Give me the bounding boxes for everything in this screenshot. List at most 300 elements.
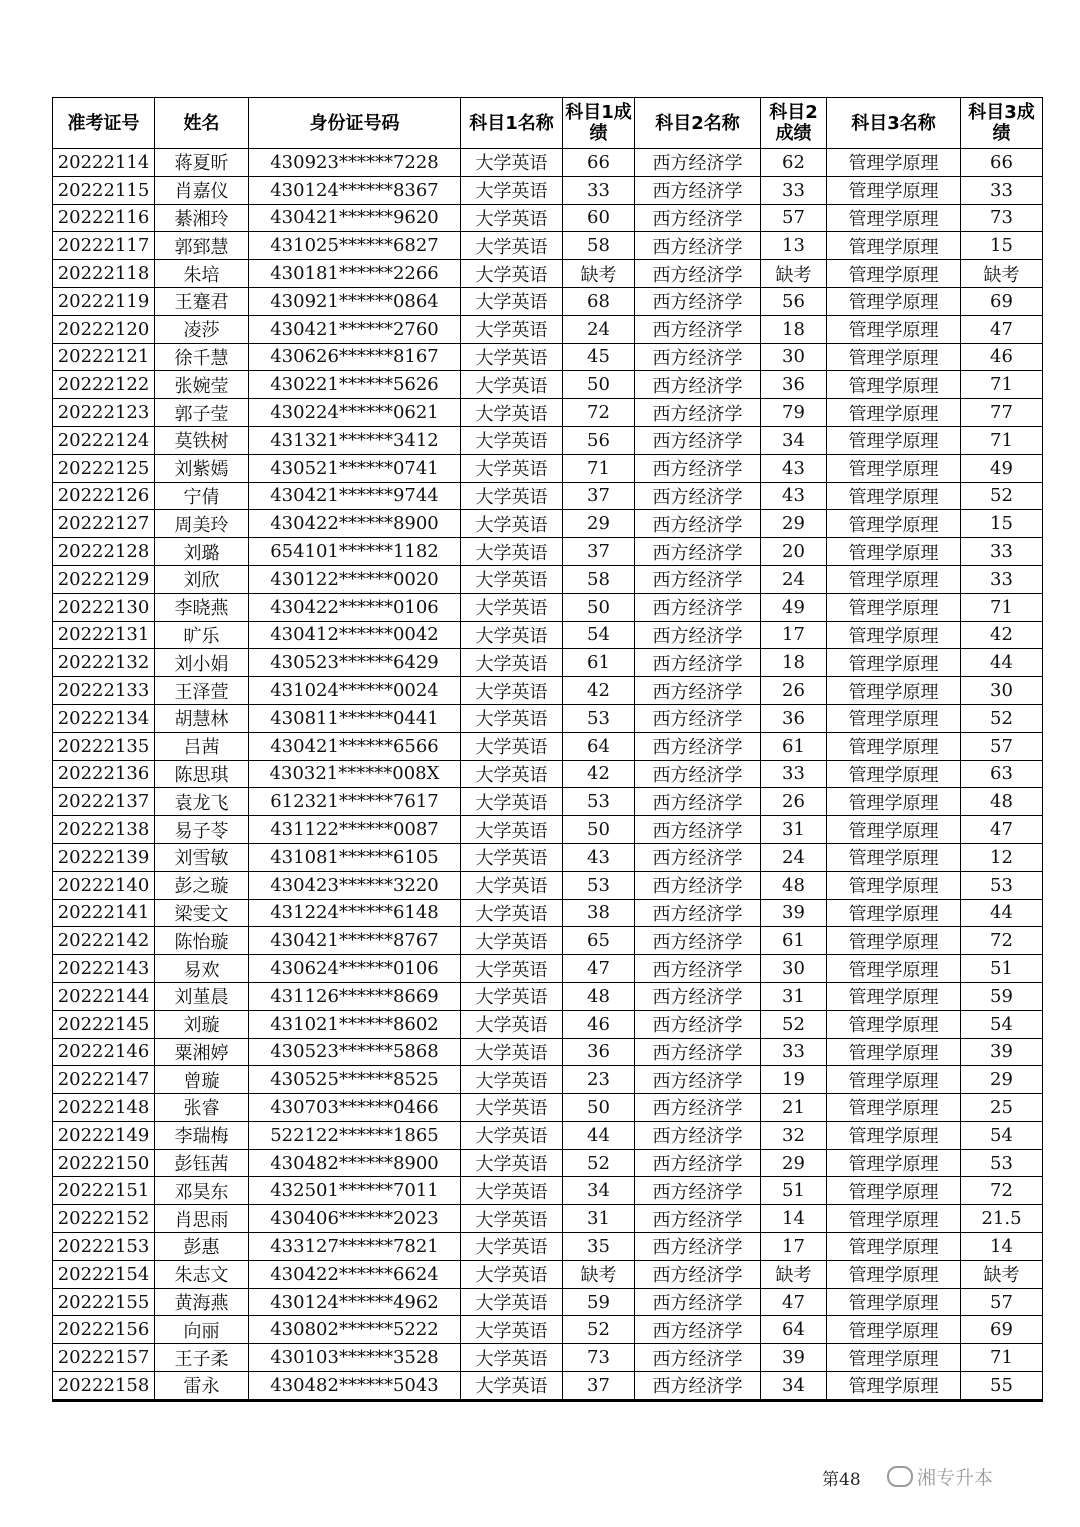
subject1-name-cell: 大学英语 <box>461 482 563 510</box>
name-cell: 袁龙飞 <box>155 788 249 816</box>
subject1-score-cell: 45 <box>563 343 635 371</box>
exam-id-cell: 20222156 <box>53 1316 155 1344</box>
table-row <box>53 482 1043 510</box>
name-cell: 刘雪敏 <box>155 843 249 871</box>
subject2-score-cell: 52 <box>761 1010 827 1038</box>
exam-id-cell: 20222127 <box>53 510 155 538</box>
subject2-name-cell: 西方经济学 <box>635 371 761 399</box>
table-row <box>53 1149 1043 1177</box>
subject2-name-cell: 西方经济学 <box>635 1066 761 1094</box>
subject3-score-cell: 53 <box>961 1149 1043 1177</box>
table-row <box>53 1038 1043 1066</box>
subject1-score-cell: 52 <box>563 1316 635 1344</box>
subject1-name-cell: 大学英语 <box>461 788 563 816</box>
subject2-name-cell: 西方经济学 <box>635 538 761 566</box>
subject2-score-cell: 61 <box>761 732 827 760</box>
subject3-name-cell: 管理学原理 <box>827 1316 961 1344</box>
subject2-name-cell: 西方经济学 <box>635 760 761 788</box>
id-number-cell: 654101******1182 <box>249 538 461 566</box>
id-number-cell: 431122******0087 <box>249 816 461 844</box>
subject3-score-cell: 48 <box>961 788 1043 816</box>
subject2-score-cell: 24 <box>761 843 827 871</box>
subject2-score-cell: 17 <box>761 621 827 649</box>
header-subject2-score: 科目2成绩 <box>761 98 827 149</box>
subject3-name-cell: 管理学原理 <box>827 704 961 732</box>
subject2-score-cell: 缺考 <box>761 1260 827 1288</box>
id-number-cell: 430802******5222 <box>249 1316 461 1344</box>
subject1-name-cell: 大学英语 <box>461 426 563 454</box>
subject2-name-cell: 西方经济学 <box>635 1233 761 1261</box>
subject1-name-cell: 大学英语 <box>461 1066 563 1094</box>
subject1-score-cell: 58 <box>563 232 635 260</box>
exam-id-cell: 20222153 <box>53 1233 155 1261</box>
id-number-cell: 430124******8367 <box>249 176 461 204</box>
subject3-name-cell: 管理学原理 <box>827 232 961 260</box>
name-cell: 郭子莹 <box>155 399 249 427</box>
name-cell: 刘堇晨 <box>155 982 249 1010</box>
exam-id-cell: 20222143 <box>53 955 155 983</box>
watermark <box>887 1463 993 1490</box>
subject2-name-cell: 西方经济学 <box>635 955 761 983</box>
table-row <box>53 1344 1043 1372</box>
subject3-name-cell: 管理学原理 <box>827 1010 961 1038</box>
subject2-score-cell: 39 <box>761 1344 827 1372</box>
subject1-name-cell: 大学英语 <box>461 593 563 621</box>
subject3-name-cell: 管理学原理 <box>827 816 961 844</box>
header-exam-id: 准考证号 <box>53 98 155 149</box>
subject2-name-cell: 西方经济学 <box>635 593 761 621</box>
subject3-name-cell: 管理学原理 <box>827 1233 961 1261</box>
subject2-score-cell: 36 <box>761 704 827 732</box>
name-cell: 黄海燕 <box>155 1288 249 1316</box>
subject3-name-cell: 管理学原理 <box>827 955 961 983</box>
exam-id-cell: 20222129 <box>53 565 155 593</box>
subject3-score-cell: 44 <box>961 649 1043 677</box>
subject3-score-cell: 63 <box>961 760 1043 788</box>
subject3-name-cell: 管理学原理 <box>827 260 961 288</box>
subject1-score-cell: 50 <box>563 593 635 621</box>
id-number-cell: 430422******6624 <box>249 1260 461 1288</box>
subject2-score-cell: 39 <box>761 899 827 927</box>
subject2-score-cell: 30 <box>761 343 827 371</box>
subject3-name-cell: 管理学原理 <box>827 371 961 399</box>
name-cell: 胡慧林 <box>155 704 249 732</box>
table-row <box>53 1316 1043 1344</box>
subject1-name-cell: 大学英语 <box>461 816 563 844</box>
name-cell: 吕茜 <box>155 732 249 760</box>
subject3-score-cell: 25 <box>961 1094 1043 1122</box>
subject3-score-cell: 71 <box>961 1344 1043 1372</box>
id-number-cell: 430923******7228 <box>249 149 461 177</box>
score-table <box>52 97 1043 1402</box>
subject3-name-cell: 管理学原理 <box>827 1066 961 1094</box>
subject1-name-cell: 大学英语 <box>461 260 563 288</box>
name-cell: 彭之璇 <box>155 871 249 899</box>
subject2-score-cell: 32 <box>761 1121 827 1149</box>
subject3-score-cell: 33 <box>961 565 1043 593</box>
id-number-cell: 430703******0466 <box>249 1094 461 1122</box>
id-number-cell: 430406******2023 <box>249 1205 461 1233</box>
subject2-name-cell: 西方经济学 <box>635 1316 761 1344</box>
subject3-name-cell: 管理学原理 <box>827 482 961 510</box>
id-number-cell: 430421******9620 <box>249 204 461 232</box>
subject3-name-cell: 管理学原理 <box>827 843 961 871</box>
wechat-icon <box>887 1466 913 1487</box>
subject3-name-cell: 管理学原理 <box>827 204 961 232</box>
name-cell: 彭惠 <box>155 1233 249 1261</box>
name-cell: 凌莎 <box>155 315 249 343</box>
id-number-cell: 430422******0106 <box>249 593 461 621</box>
subject3-score-cell: 69 <box>961 287 1043 315</box>
subject2-score-cell: 49 <box>761 593 827 621</box>
exam-id-cell: 20222114 <box>53 149 155 177</box>
subject3-name-cell: 管理学原理 <box>827 287 961 315</box>
id-number-cell: 431025******6827 <box>249 232 461 260</box>
subject1-name-cell: 大学英语 <box>461 899 563 927</box>
name-cell: 莫铁树 <box>155 426 249 454</box>
subject3-score-cell: 33 <box>961 176 1043 204</box>
subject2-name-cell: 西方经济学 <box>635 204 761 232</box>
exam-id-cell: 20222152 <box>53 1205 155 1233</box>
id-number-cell: 430412******0042 <box>249 621 461 649</box>
id-number-cell: 430422******8900 <box>249 510 461 538</box>
score-sheet <box>52 97 1042 1402</box>
subject3-score-cell: 54 <box>961 1121 1043 1149</box>
exam-id-cell: 20222135 <box>53 732 155 760</box>
table-row <box>53 899 1043 927</box>
subject3-name-cell: 管理学原理 <box>827 426 961 454</box>
name-cell: 陈怡璇 <box>155 927 249 955</box>
table-row <box>53 732 1043 760</box>
subject2-score-cell: 26 <box>761 788 827 816</box>
id-number-cell: 431126******8669 <box>249 982 461 1010</box>
subject2-score-cell: 13 <box>761 232 827 260</box>
name-cell: 肖嘉仪 <box>155 176 249 204</box>
subject3-score-cell: 53 <box>961 871 1043 899</box>
table-row <box>53 1372 1043 1401</box>
subject1-name-cell: 大学英语 <box>461 1372 563 1401</box>
name-cell: 蒋夏昕 <box>155 149 249 177</box>
id-number-cell: 430482******5043 <box>249 1372 461 1401</box>
name-cell: 易欢 <box>155 955 249 983</box>
subject3-score-cell: 72 <box>961 927 1043 955</box>
subject2-name-cell: 西方经济学 <box>635 1149 761 1177</box>
subject2-score-cell: 20 <box>761 538 827 566</box>
subject2-score-cell: 61 <box>761 927 827 955</box>
subject1-score-cell: 53 <box>563 788 635 816</box>
table-row <box>53 565 1043 593</box>
id-number-cell: 431021******8602 <box>249 1010 461 1038</box>
subject2-name-cell: 西方经济学 <box>635 843 761 871</box>
subject2-name-cell: 西方经济学 <box>635 1205 761 1233</box>
table-row <box>53 788 1043 816</box>
exam-id-cell: 20222138 <box>53 816 155 844</box>
subject1-name-cell: 大学英语 <box>461 1149 563 1177</box>
table-row <box>53 232 1043 260</box>
subject1-name-cell: 大学英语 <box>461 1260 563 1288</box>
subject2-name-cell: 西方经济学 <box>635 927 761 955</box>
table-row <box>53 955 1043 983</box>
id-number-cell: 430321******008X <box>249 760 461 788</box>
subject2-name-cell: 西方经济学 <box>635 565 761 593</box>
subject3-name-cell: 管理学原理 <box>827 899 961 927</box>
subject1-score-cell: 59 <box>563 1288 635 1316</box>
subject1-score-cell: 50 <box>563 1094 635 1122</box>
subject2-score-cell: 18 <box>761 315 827 343</box>
name-cell: 梁雯文 <box>155 899 249 927</box>
name-cell: 刘紫嫣 <box>155 454 249 482</box>
name-cell: 郭郅慧 <box>155 232 249 260</box>
subject1-name-cell: 大学英语 <box>461 287 563 315</box>
header-subject3-score: 科目3成绩 <box>961 98 1043 149</box>
subject3-score-cell: 29 <box>961 1066 1043 1094</box>
subject1-score-cell: 58 <box>563 565 635 593</box>
subject1-score-cell: 66 <box>563 149 635 177</box>
subject1-score-cell: 48 <box>563 982 635 1010</box>
name-cell: 王蹇君 <box>155 287 249 315</box>
header-id-number: 身份证号码 <box>249 98 461 149</box>
subject2-score-cell: 34 <box>761 426 827 454</box>
exam-id-cell: 20222125 <box>53 454 155 482</box>
subject1-score-cell: 47 <box>563 955 635 983</box>
watermark-text: 湘专升本 <box>917 1467 994 1489</box>
subject1-score-cell: 37 <box>563 1372 635 1401</box>
subject1-name-cell: 大学英语 <box>461 1010 563 1038</box>
subject2-name-cell: 西方经济学 <box>635 1288 761 1316</box>
name-cell: 朱培 <box>155 260 249 288</box>
id-number-cell: 430626******8167 <box>249 343 461 371</box>
subject3-name-cell: 管理学原理 <box>827 621 961 649</box>
subject3-score-cell: 69 <box>961 1316 1043 1344</box>
subject2-score-cell: 36 <box>761 371 827 399</box>
subject3-score-cell: 51 <box>961 955 1043 983</box>
subject2-name-cell: 西方经济学 <box>635 1177 761 1205</box>
subject2-score-cell: 43 <box>761 482 827 510</box>
table-row <box>53 426 1043 454</box>
subject3-name-cell: 管理学原理 <box>827 1121 961 1149</box>
subject1-score-cell: 52 <box>563 1149 635 1177</box>
subject1-name-cell: 大学英语 <box>461 1344 563 1372</box>
subject3-score-cell: 73 <box>961 204 1043 232</box>
table-row <box>53 1205 1043 1233</box>
name-cell: 刘欣 <box>155 565 249 593</box>
name-cell: 刘小娟 <box>155 649 249 677</box>
id-number-cell: 431024******0024 <box>249 677 461 705</box>
subject3-score-cell: 54 <box>961 1010 1043 1038</box>
exam-id-cell: 20222128 <box>53 538 155 566</box>
subject2-name-cell: 西方经济学 <box>635 343 761 371</box>
subject2-name-cell: 西方经济学 <box>635 1121 761 1149</box>
subject1-name-cell: 大学英语 <box>461 510 563 538</box>
header-subject2-name: 科目2名称 <box>635 98 761 149</box>
subject3-score-cell: 39 <box>961 1038 1043 1066</box>
id-number-cell: 430921******0864 <box>249 287 461 315</box>
table-row <box>53 1233 1043 1261</box>
subject2-name-cell: 西方经济学 <box>635 816 761 844</box>
subject3-name-cell: 管理学原理 <box>827 732 961 760</box>
table-row <box>53 1288 1043 1316</box>
table-row <box>53 1177 1043 1205</box>
subject3-name-cell: 管理学原理 <box>827 1288 961 1316</box>
subject2-name-cell: 西方经济学 <box>635 982 761 1010</box>
id-number-cell: 430221******5626 <box>249 371 461 399</box>
subject3-score-cell: 72 <box>961 1177 1043 1205</box>
subject3-name-cell: 管理学原理 <box>827 454 961 482</box>
subject1-score-cell: 37 <box>563 538 635 566</box>
subject2-score-cell: 24 <box>761 565 827 593</box>
id-number-cell: 431224******6148 <box>249 899 461 927</box>
subject3-name-cell: 管理学原理 <box>827 982 961 1010</box>
subject3-score-cell: 49 <box>961 454 1043 482</box>
table-row <box>53 399 1043 427</box>
table-row <box>53 260 1043 288</box>
subject3-name-cell: 管理学原理 <box>827 871 961 899</box>
subject3-score-cell: 52 <box>961 482 1043 510</box>
subject1-name-cell: 大学英语 <box>461 1038 563 1066</box>
subject3-score-cell: 15 <box>961 510 1043 538</box>
subject2-name-cell: 西方经济学 <box>635 1094 761 1122</box>
subject1-name-cell: 大学英语 <box>461 149 563 177</box>
name-cell: 张睿 <box>155 1094 249 1122</box>
subject1-score-cell: 36 <box>563 1038 635 1066</box>
exam-id-cell: 20222139 <box>53 843 155 871</box>
id-number-cell: 612321******7617 <box>249 788 461 816</box>
name-cell: 易子苓 <box>155 816 249 844</box>
subject2-score-cell: 14 <box>761 1205 827 1233</box>
subject3-name-cell: 管理学原理 <box>827 649 961 677</box>
exam-id-cell: 20222142 <box>53 927 155 955</box>
name-cell: 邓昊东 <box>155 1177 249 1205</box>
table-row <box>53 315 1043 343</box>
exam-id-cell: 20222145 <box>53 1010 155 1038</box>
subject1-name-cell: 大学英语 <box>461 621 563 649</box>
subject2-score-cell: 缺考 <box>761 260 827 288</box>
exam-id-cell: 20222140 <box>53 871 155 899</box>
subject1-name-cell: 大学英语 <box>461 1177 563 1205</box>
header-subject1-name: 科目1名称 <box>461 98 563 149</box>
subject2-score-cell: 33 <box>761 176 827 204</box>
exam-id-cell: 20222116 <box>53 204 155 232</box>
subject3-score-cell: 59 <box>961 982 1043 1010</box>
subject3-name-cell: 管理学原理 <box>827 315 961 343</box>
subject3-name-cell: 管理学原理 <box>827 149 961 177</box>
subject1-name-cell: 大学英语 <box>461 843 563 871</box>
subject3-name-cell: 管理学原理 <box>827 176 961 204</box>
table-row <box>53 760 1043 788</box>
subject2-name-cell: 西方经济学 <box>635 1038 761 1066</box>
table-row <box>53 1121 1043 1149</box>
subject2-score-cell: 29 <box>761 1149 827 1177</box>
subject3-score-cell: 15 <box>961 232 1043 260</box>
subject1-name-cell: 大学英语 <box>461 1094 563 1122</box>
subject1-score-cell: 53 <box>563 704 635 732</box>
subject2-name-cell: 西方经济学 <box>635 232 761 260</box>
id-number-cell: 430525******8525 <box>249 1066 461 1094</box>
id-number-cell: 430181******2266 <box>249 260 461 288</box>
subject1-name-cell: 大学英语 <box>461 315 563 343</box>
exam-id-cell: 20222144 <box>53 982 155 1010</box>
exam-id-cell: 20222149 <box>53 1121 155 1149</box>
subject3-score-cell: 71 <box>961 593 1043 621</box>
subject1-score-cell: 44 <box>563 1121 635 1149</box>
table-body <box>53 149 1043 1401</box>
id-number-cell: 430122******0020 <box>249 565 461 593</box>
subject2-score-cell: 48 <box>761 871 827 899</box>
exam-id-cell: 20222117 <box>53 232 155 260</box>
subject3-score-cell: 46 <box>961 343 1043 371</box>
subject3-score-cell: 47 <box>961 816 1043 844</box>
name-cell: 雷永 <box>155 1372 249 1401</box>
exam-id-cell: 20222131 <box>53 621 155 649</box>
subject3-score-cell: 12 <box>961 843 1043 871</box>
id-number-cell: 430521******0741 <box>249 454 461 482</box>
subject1-score-cell: 72 <box>563 399 635 427</box>
page-number: 第48 <box>822 1470 861 1490</box>
name-cell: 宁倩 <box>155 482 249 510</box>
subject2-name-cell: 西方经济学 <box>635 899 761 927</box>
subject2-name-cell: 西方经济学 <box>635 482 761 510</box>
subject2-name-cell: 西方经济学 <box>635 621 761 649</box>
table-row <box>53 538 1043 566</box>
subject3-name-cell: 管理学原理 <box>827 1260 961 1288</box>
name-cell: 陈思琪 <box>155 760 249 788</box>
name-cell: 綦湘玲 <box>155 204 249 232</box>
subject2-score-cell: 79 <box>761 399 827 427</box>
subject3-score-cell: 57 <box>961 732 1043 760</box>
table-row <box>53 677 1043 705</box>
subject2-score-cell: 33 <box>761 1038 827 1066</box>
subject1-score-cell: 73 <box>563 1344 635 1372</box>
subject2-score-cell: 47 <box>761 1288 827 1316</box>
table-row <box>53 343 1043 371</box>
exam-id-cell: 20222124 <box>53 426 155 454</box>
subject1-score-cell: 46 <box>563 1010 635 1038</box>
subject1-name-cell: 大学英语 <box>461 1233 563 1261</box>
subject3-score-cell: 14 <box>961 1233 1043 1261</box>
subject2-score-cell: 30 <box>761 955 827 983</box>
subject1-name-cell: 大学英语 <box>461 677 563 705</box>
id-number-cell: 522122******1865 <box>249 1121 461 1149</box>
subject3-name-cell: 管理学原理 <box>827 1372 961 1401</box>
subject2-score-cell: 17 <box>761 1233 827 1261</box>
subject1-score-cell: 43 <box>563 843 635 871</box>
exam-id-cell: 20222150 <box>53 1149 155 1177</box>
id-number-cell: 430421******8767 <box>249 927 461 955</box>
subject3-name-cell: 管理学原理 <box>827 565 961 593</box>
id-number-cell: 430482******8900 <box>249 1149 461 1177</box>
subject3-name-cell: 管理学原理 <box>827 677 961 705</box>
subject1-name-cell: 大学英语 <box>461 982 563 1010</box>
id-number-cell: 430624******0106 <box>249 955 461 983</box>
exam-id-cell: 20222151 <box>53 1177 155 1205</box>
subject1-score-cell: 23 <box>563 1066 635 1094</box>
subject3-name-cell: 管理学原理 <box>827 788 961 816</box>
subject3-score-cell: 缺考 <box>961 1260 1043 1288</box>
subject3-name-cell: 管理学原理 <box>827 510 961 538</box>
subject1-name-cell: 大学英语 <box>461 1288 563 1316</box>
subject1-name-cell: 大学英语 <box>461 1121 563 1149</box>
subject2-name-cell: 西方经济学 <box>635 399 761 427</box>
subject3-name-cell: 管理学原理 <box>827 927 961 955</box>
subject3-name-cell: 管理学原理 <box>827 593 961 621</box>
id-number-cell: 430421******2760 <box>249 315 461 343</box>
subject1-name-cell: 大学英语 <box>461 565 563 593</box>
exam-id-cell: 20222118 <box>53 260 155 288</box>
subject2-score-cell: 31 <box>761 982 827 1010</box>
id-number-cell: 430523******6429 <box>249 649 461 677</box>
subject1-score-cell: 54 <box>563 621 635 649</box>
subject2-score-cell: 57 <box>761 204 827 232</box>
